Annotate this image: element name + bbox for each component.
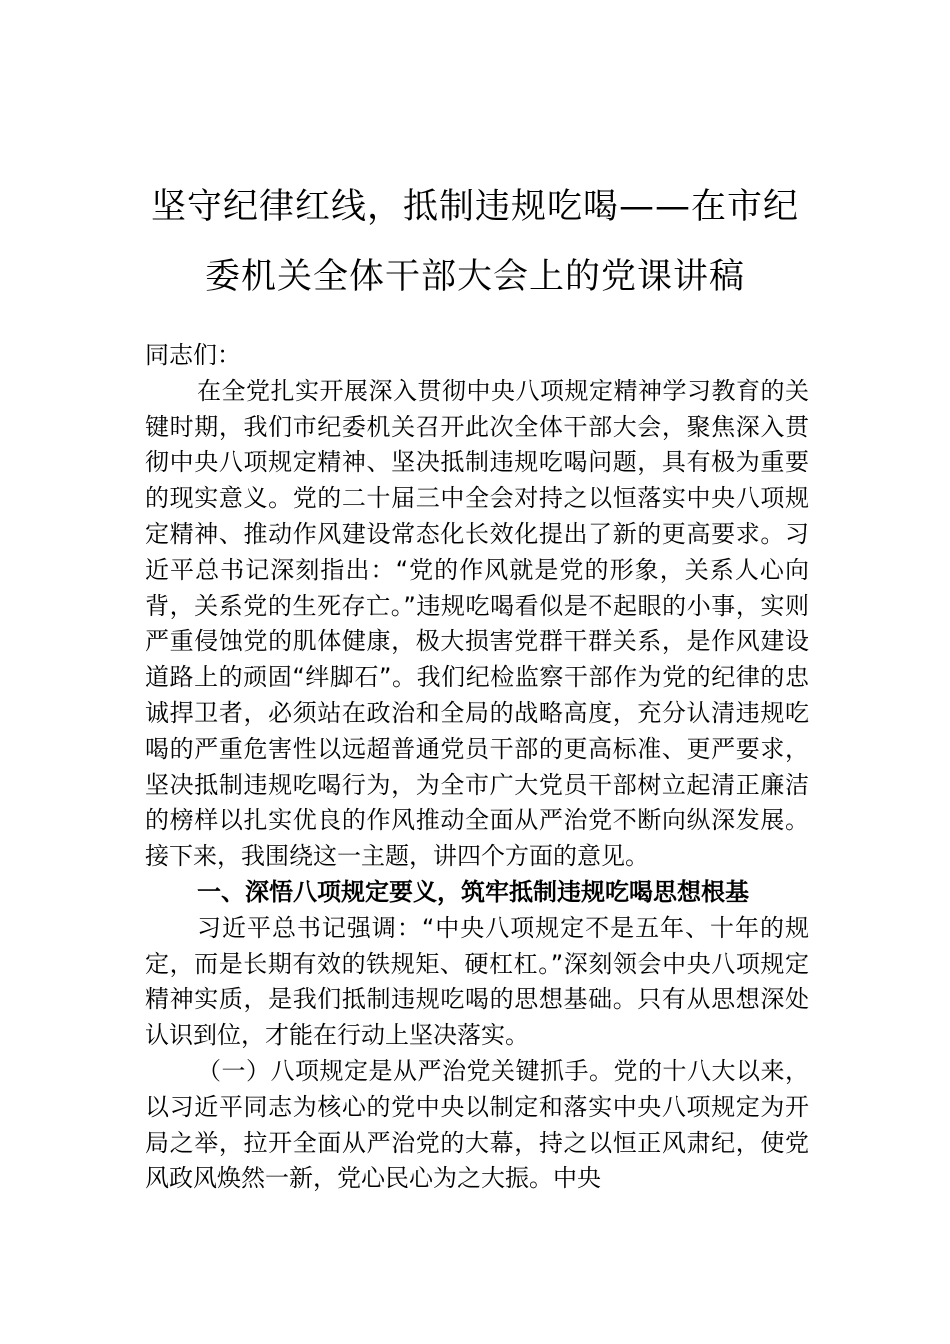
title-line-1: 坚守纪律红线，抵制违规吃喝——在市纪	[150, 187, 799, 227]
paragraph-intro: 在全党扎实开展深入贯彻中央八项规定精神学习教育的关键时期，我们市纪委机关召开此次全体干部大会，聚焦深入贯彻中央八项规定精神、坚决抵制违规吃喝问题，具有极为重要的现实意义。党的二十届三中全会对持之以恒落实中央八项规定精神、推动作风建设常态化长效化提出了新的更高要求。习近平总书记深刻指出：“党的作风就是党的形象，关系人心向背，关系党的生死存亡。”违规吃喝看似是不起眼的小事，实则严重侵蚀党的肌体健康，极大损害党群干群关系，是作风建设道路上的顽固“绊脚石”。我们纪检监察干部作为党的纪律的忠诚捍卫者，必须站在政治和全局的战略高度，充分认清违规吃喝的严重危害性以远超普通党员干部的更高标准、更严要求，坚决抵制违规吃喝行为，为全市广大党员干部树立起清正廉洁的榜样以扎实优良的作风推动全面从严治党不断向纵深发展。接下来，我围绕这一主题，讲四个方面的意见。	[145, 376, 809, 871]
section-heading-1: 一、深悟八项规定要义，筑牢抵制违规吃喝思想根基	[197, 877, 749, 906]
paragraph-section-1: 习近平总书记强调：“中央八项规定不是五年、十年的规定，而是长期有效的铁规矩、硬杠杠。”深刻领会中央八项规定精神实质，是我们抵制违规吃喝的思想基础。只有从思想深处认识到位，才能在行动上坚决落实。	[145, 913, 809, 1050]
salutation: 同志们：	[145, 341, 241, 369]
document-title	[140, 172, 810, 312]
paragraph-subsection-1: （一）八项规定是从严治党关键抓手。党的十八大以来，以习近平同志为核心的党中央以制定和落实中央八项规定为开局之举，拉开全面从严治党的大幕，持之以恒正风肃纪，使党风政风焕然一新，党心民心为之大振。中央	[145, 1056, 809, 1193]
document-body	[145, 338, 809, 1197]
title-line-2: 委机关全体干部大会上的党课讲稿	[204, 257, 745, 297]
